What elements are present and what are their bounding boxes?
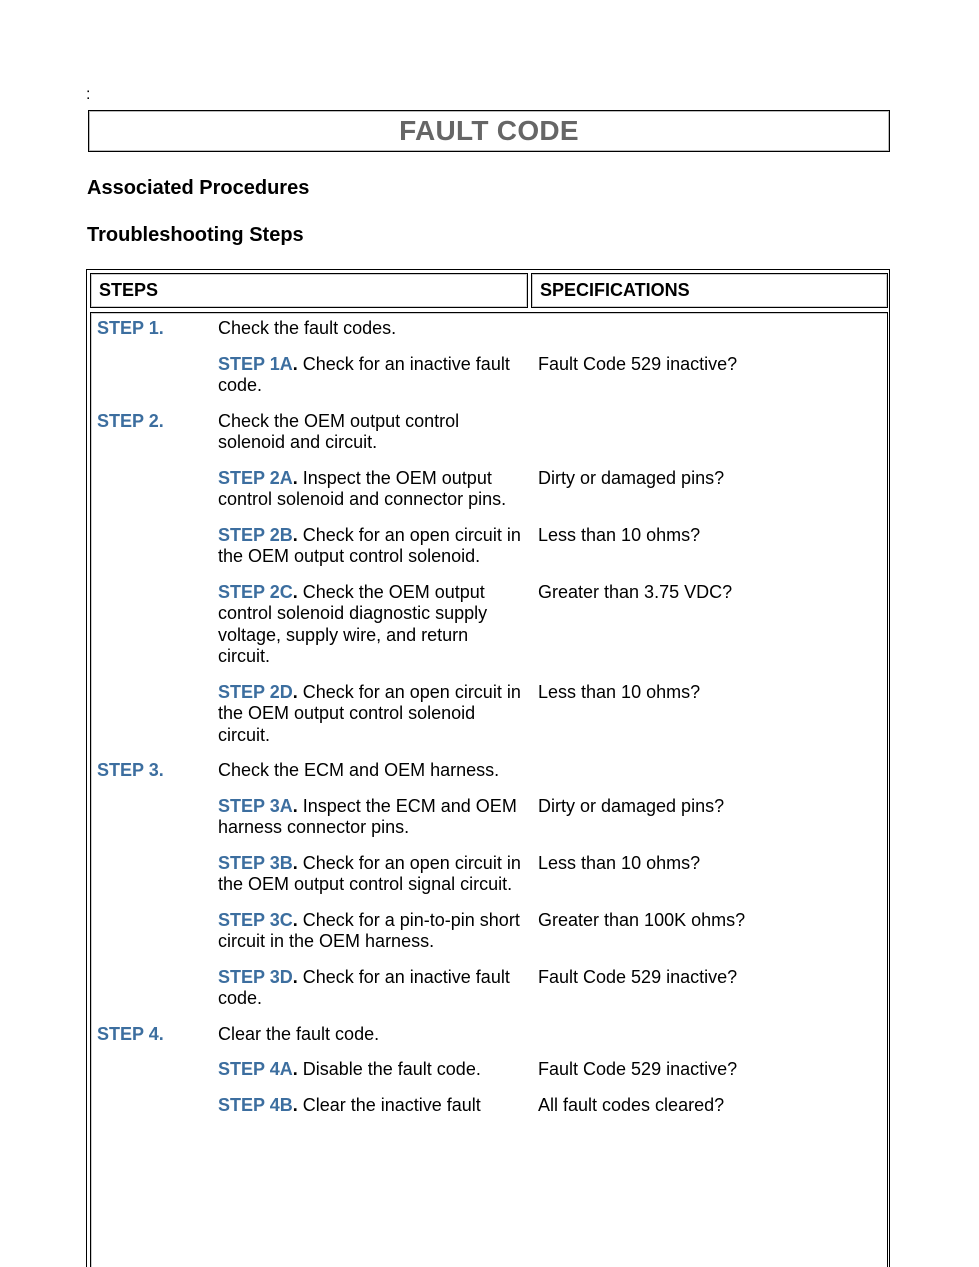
step-description xyxy=(218,1095,524,1117)
sub-step-period: . xyxy=(292,467,303,488)
step-description xyxy=(218,910,524,953)
table-row xyxy=(97,682,877,747)
step-specification: Greater than 3.75 VDC? xyxy=(538,581,733,602)
sub-step-period: . xyxy=(292,1059,303,1079)
step-specification xyxy=(524,760,538,782)
sub-step-label: STEP 2B xyxy=(218,524,293,545)
main-step-label: STEP 2. xyxy=(97,410,164,431)
sub-step-label: STEP 3B xyxy=(218,852,293,873)
sub-step-period: . xyxy=(292,681,303,702)
main-step-label xyxy=(97,582,218,668)
main-step-label xyxy=(97,682,218,747)
troubleshooting-steps-heading: Troubleshooting Steps xyxy=(87,224,304,246)
sub-step-period: . xyxy=(292,581,303,602)
step-description xyxy=(218,525,524,568)
step-text: Inspect the OEM output control solenoid and connector pins. xyxy=(218,467,507,509)
step-text: Check for a pin-to-pin short circuit in the OEM harness. xyxy=(218,909,520,951)
step-text: Check the OEM output control solenoid and circuit. xyxy=(218,410,460,452)
sub-step-label: STEP 3D xyxy=(218,966,293,987)
main-step-label xyxy=(97,525,218,568)
sub-step-period: . xyxy=(292,1094,303,1115)
step-description xyxy=(218,682,524,747)
steps-column-header: STEPS xyxy=(90,273,528,308)
main-step-label xyxy=(97,468,218,511)
main-step-label xyxy=(97,1095,218,1117)
sub-step-period: . xyxy=(292,524,303,545)
step-text: Check for an open circuit in the OEM output control signal circuit. xyxy=(218,852,521,894)
step-text: Disable the fault code. xyxy=(302,1059,481,1079)
table-row xyxy=(97,796,877,839)
step-description xyxy=(218,853,524,896)
table-row xyxy=(97,411,877,454)
sub-step-label: STEP 3A xyxy=(218,795,293,816)
step-text: Inspect the ECM and OEM harness connector pins. xyxy=(218,795,517,837)
step-specification xyxy=(524,411,538,454)
sub-step-label: STEP 4A xyxy=(218,1059,293,1079)
step-specification: Dirty or damaged pins? xyxy=(538,795,725,816)
sub-step-period: . xyxy=(292,852,303,873)
step-description xyxy=(218,354,524,397)
step-description xyxy=(218,1059,524,1081)
step-specification xyxy=(524,1024,538,1046)
main-step-label xyxy=(97,796,218,839)
step-specification: Greater than 100K ohms? xyxy=(538,909,746,930)
step-description xyxy=(218,582,524,668)
step-text: Check the OEM output control solenoid diagnostic supply voltage, supply wire, and return circuit. xyxy=(218,581,488,666)
step-text: Check for an open circuit in the OEM output control solenoid. xyxy=(218,524,521,566)
table-row xyxy=(97,582,877,668)
table-row xyxy=(97,853,877,896)
table-row xyxy=(97,760,877,782)
sub-step-label: STEP 2C xyxy=(218,581,293,602)
step-description xyxy=(218,1024,524,1046)
step-specification: All fault codes cleared? xyxy=(538,1094,725,1115)
step-specification: Less than 10 ohms? xyxy=(538,852,701,873)
step-description xyxy=(218,318,524,340)
table-row xyxy=(97,318,877,340)
table-row xyxy=(97,525,877,568)
step-description xyxy=(218,411,524,454)
table-row xyxy=(97,967,877,1010)
main-step-label xyxy=(97,1059,218,1081)
step-description xyxy=(218,760,524,782)
main-step-label xyxy=(97,967,218,1010)
table-row xyxy=(97,468,877,511)
table-row xyxy=(97,910,877,953)
sub-step-label: STEP 2A xyxy=(218,467,293,488)
step-specification: Fault Code 529 inactive? xyxy=(538,1059,738,1079)
sub-step-period: . xyxy=(292,909,303,930)
main-step-label: STEP 4. xyxy=(97,1023,164,1044)
step-specification: Dirty or damaged pins? xyxy=(538,467,725,488)
sub-step-label: STEP 4B xyxy=(218,1094,293,1115)
step-text: Clear the fault code. xyxy=(218,1023,380,1044)
sub-step-label: STEP 1A xyxy=(218,353,293,374)
step-text: Check for an inactive fault code. xyxy=(218,353,510,395)
step-specification: Fault Code 529 inactive? xyxy=(538,353,738,374)
step-specification: Less than 10 ohms? xyxy=(538,681,701,702)
main-step-label: STEP 3. xyxy=(97,760,164,780)
sub-step-period: . xyxy=(292,353,303,374)
step-text: Check the ECM and OEM harness. xyxy=(218,760,500,780)
specifications-column-header: SPECIFICATIONS xyxy=(531,273,888,308)
table-row xyxy=(97,354,877,397)
step-text: Check for an inactive fault code. xyxy=(218,966,510,1008)
main-step-label xyxy=(97,853,218,896)
step-description xyxy=(218,468,524,511)
table-row xyxy=(97,1059,877,1081)
step-specification: Less than 10 ohms? xyxy=(538,524,701,545)
sub-step-label: STEP 3C xyxy=(218,909,293,930)
main-step-label xyxy=(97,354,218,397)
main-step-label: STEP 1. xyxy=(97,318,164,338)
leading-colon: : xyxy=(86,86,91,103)
sub-step-period: . xyxy=(292,795,303,816)
steps-rows xyxy=(97,318,877,1130)
table-row xyxy=(97,1024,877,1046)
sub-step-label: STEP 2D xyxy=(218,681,293,702)
step-text: Check for an open circuit in the OEM output control solenoid circuit. xyxy=(218,681,521,745)
step-text: Check the fault codes. xyxy=(218,318,397,338)
step-description xyxy=(218,796,524,839)
table-row xyxy=(97,1095,877,1117)
step-specification xyxy=(524,318,538,340)
page-title: FAULT CODE xyxy=(399,115,579,146)
main-step-label xyxy=(97,910,218,953)
step-text: Clear the inactive fault xyxy=(302,1094,481,1115)
step-description xyxy=(218,967,524,1010)
title-box xyxy=(88,110,890,152)
sub-step-period: . xyxy=(292,966,303,987)
step-specification: Fault Code 529 inactive? xyxy=(538,966,738,987)
associated-procedures-heading: Associated Procedures xyxy=(87,177,310,199)
